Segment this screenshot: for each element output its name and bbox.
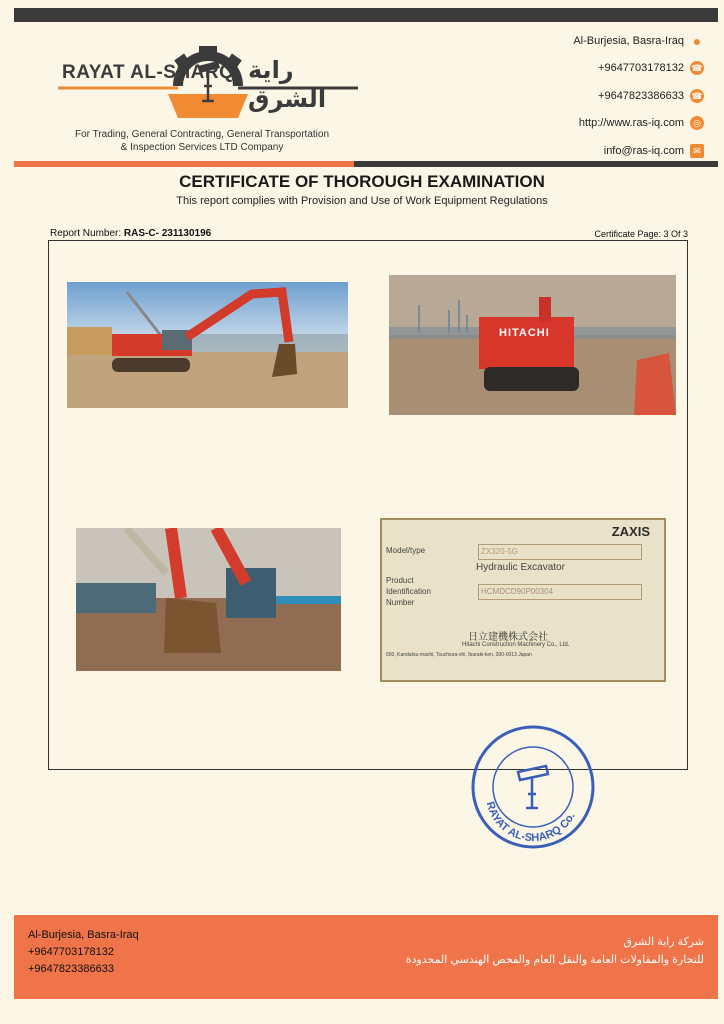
nameplate-description: Hydraulic Excavator [476, 562, 565, 573]
nameplate-brand: ZAXIS [611, 524, 650, 539]
footer-contacts [28, 927, 139, 978]
footer-address: Al-Burjesia, Basra-Iraq [28, 929, 139, 941]
contact-phone-2 [598, 89, 704, 103]
report-number [50, 228, 211, 239]
tagline-line-2: & Inspection Services LTD Company [120, 142, 284, 153]
nameplate-model-label: Model/type [386, 546, 426, 555]
company-tagline [42, 128, 362, 154]
nameplate-maker-jp: 日立建機株式会社 [468, 632, 548, 643]
photo-excavator-rear [389, 275, 676, 415]
nameplate-model-value: ZX320-5G [478, 544, 642, 560]
nameplate-pin-label-3: Number [386, 598, 415, 607]
footer-arabic [406, 933, 704, 969]
phone-icon: ☎ [690, 61, 704, 75]
contact-website[interactable] [579, 116, 704, 130]
logo-text-english: RAYAT AL-SHARQ [62, 62, 235, 83]
footer-phone-1: +9647703178132 [28, 946, 114, 958]
report-number-label: Report Number: [50, 228, 122, 239]
footer-arabic-line-2: للتجارة والمقاولات العامة والنقل العام والفحص الهندسي المحدودة [405, 954, 704, 966]
nameplate-pin-label-2: Identification [386, 587, 431, 596]
certificate-page: Certificate Page: 3 Of 3 [594, 229, 688, 239]
nameplate-pin-value: HCMDCD90P00304 [478, 584, 642, 600]
nameplate-maker-address: 650, Kandatsu-machi, Tsuchiura-shi, Ibaraki-ken, 300-0013 Japan [386, 652, 532, 658]
header-divider-dark [354, 161, 718, 167]
location-icon: ● [692, 33, 702, 49]
nameplate-pin-label-1: Product [386, 576, 414, 585]
footer-phone-2: +9647823386633 [28, 963, 114, 975]
nameplate-maker-en: Hitachi Construction Machinery Co., Ltd. [462, 642, 570, 648]
company-logo [58, 26, 358, 126]
phone-icon: ☎ [690, 89, 704, 103]
photo-excavator-side [67, 282, 348, 408]
contact-phone-2-text: +9647823386633 [598, 90, 684, 102]
company-stamp [468, 722, 598, 852]
footer-arabic-line-1: شركة راية الشرق [623, 936, 704, 948]
footer-bar [14, 915, 718, 999]
contact-address [573, 34, 704, 48]
stamp-text: RAYAT AL-SHARQ Co. [483, 800, 578, 845]
certificate-title: CERTIFICATE OF THOROUGH EXAMINATION [179, 172, 545, 191]
report-number-value: RAS-C- 231130196 [123, 228, 212, 239]
hitachi-label: HITACHI [499, 327, 550, 339]
logo-text-arabic: راية الشرق [248, 57, 327, 113]
contact-phone-1-text: +9647703178132 [598, 62, 684, 74]
header-divider-orange [14, 161, 354, 167]
globe-icon: ◎ [690, 116, 704, 130]
contact-email[interactable] [604, 144, 704, 158]
certificate-subtitle: This report complies with Provision and Use of Work Equipment Regulations [176, 195, 548, 207]
contact-address-text: Al-Burjesia, Basra-Iraq [573, 35, 684, 47]
photo-nameplate [380, 518, 666, 682]
header-top-bar [14, 8, 718, 22]
mail-icon: ✉ [690, 144, 704, 158]
contact-website-text[interactable]: http://www.ras-iq.com [578, 117, 684, 129]
photo-excavator-front [76, 528, 341, 671]
contact-phone-1 [598, 61, 704, 75]
contact-email-text[interactable]: info@ras-iq.com [603, 145, 684, 157]
tagline-line-1: For Trading, General Contracting, General Transportation [74, 129, 330, 140]
